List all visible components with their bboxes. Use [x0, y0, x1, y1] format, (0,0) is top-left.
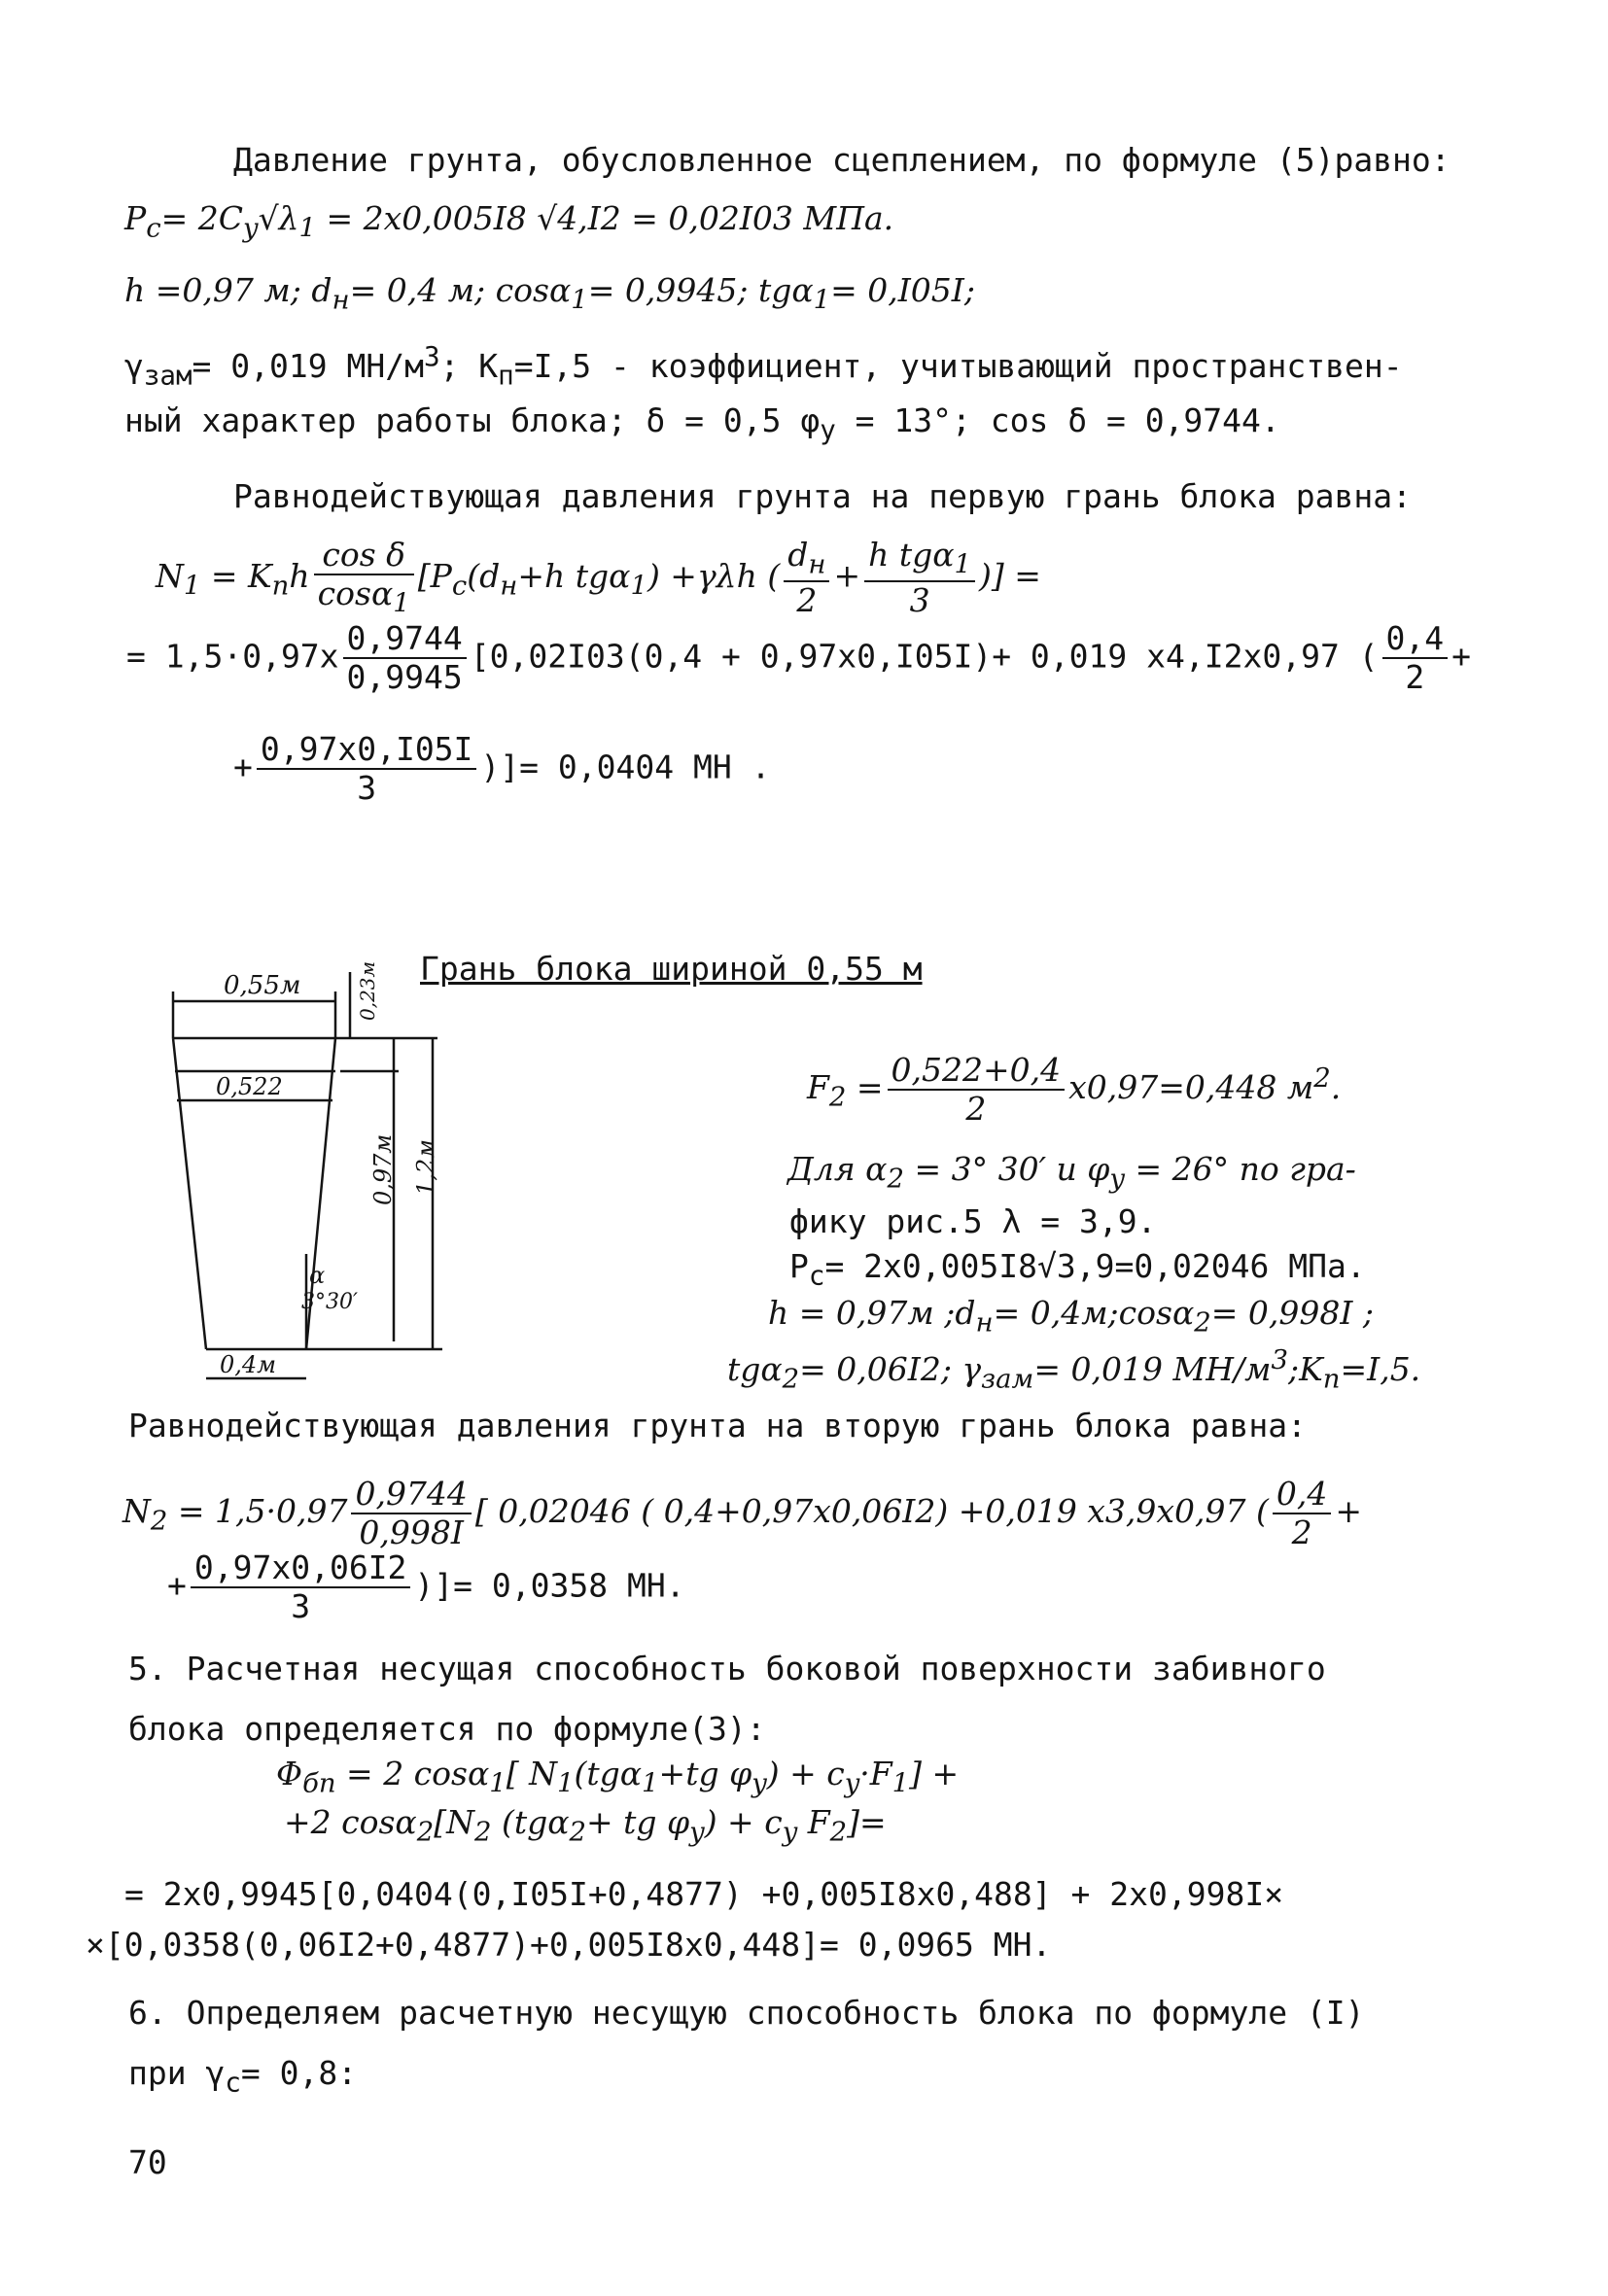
- text-line-resultant-2: Равнодействующая давления грунта на вторую грань блока равна:: [128, 1407, 1307, 1444]
- diagram-text-5: tgα$_2$= 0,06I2; $\gamma_{зам}= 0,019$ $МН/м^3;K_п=I,5$.: [727, 1344, 1421, 1395]
- diagram-text-3: $P_c= 2x0,005I8√3,9=0,02046$ МПа.: [789, 1247, 1366, 1292]
- formula-n1: $N_1 = K_пh$ $\frac{\text{cos δ}}{\cos\alpha_1}$ [$P_c(d_н+h$ tgα$_1$) +γλh ( $\frac{d_н}{2}$ + $\frac{h tg\alpha_1}{3}$ )] =: [156, 536, 1041, 620]
- section-6-text-2: при $\gamma_с= 0,8$:: [128, 2054, 358, 2099]
- page-number: 70: [128, 2143, 167, 2181]
- params-line-3: ный характер работы блока; δ = 0,5 $\varphi_y = 13^\circ$; cos δ = 0,9744.: [124, 401, 1280, 446]
- formula-phi-2: +2 $\cos\alpha_2[N_2$ (tgα$_2$+ tg $\varphi_y) + c_y$ $F_2]=$: [284, 1803, 887, 1848]
- block-face-diagram: [156, 960, 506, 1378]
- text-line-resultant-1: Равнодействующая давления грунта на первую грань блока равна:: [233, 477, 1412, 515]
- formula-pc: $P_c= 2C_y√\lambda_1 = 2x0,005I8$ √4,I2 = 0,02I03 МПа.: [124, 199, 894, 244]
- formula-phi-substitution-2: ×[0,0358(0,06I2+0,4877)+0,005I8x0,448]= 0,0965 МН.: [86, 1926, 1052, 1964]
- dim-top-width: 0,55м: [224, 971, 301, 1000]
- dim-h: 0,97м: [369, 1133, 397, 1205]
- angle-label: 3°30′: [301, 1290, 358, 1314]
- dim-top-height: 0,23м: [356, 960, 379, 1021]
- section-5-text-1: 5. Расчетная несущая способность боковой поверхности забивного: [128, 1650, 1326, 1687]
- diagram-title: Грань блока шириной 0,55 м: [420, 950, 923, 988]
- params-line-2: $\gamma_{зам}= 0,019$ $МН/м^3$; $K_п=I,5$ - коэффициент, учитывающий пространствен-: [124, 341, 1403, 392]
- formula-f2: $F_2$ = $\frac{0,522+0,4}{2}$ x0,97=0,448 $м^2$.: [807, 1051, 1342, 1128]
- section-5-text-2: блока определяется по формуле(3):: [128, 1710, 766, 1748]
- formula-n1-result: + $\frac{0,97x0,I05I}{3}$ )]= 0,0404 МН .: [233, 730, 771, 807]
- text-line-1: Давление грунта, обусловленное сцеплением, по формуле (5)равно:: [233, 141, 1451, 179]
- formula-n1-substitution: = 1,5·0,97x $\frac{0,9744}{0,9945}$ [0,02I03(0,4 + 0,97x0,I05I)+ 0,019 x4,I2x0,97 ( $\frac{0,4}{2}$ +: [126, 619, 1472, 696]
- diagram-text-4: h = 0,97м $;d_н=$ 0,4м;cosα$_2$= 0,998I ;: [768, 1294, 1375, 1339]
- alpha-label: α: [309, 1262, 326, 1289]
- formula-phi-substitution-1: = 2x0,9945[0,0404(0,I05I+0,4877) +0,005I8x0,488] + 2x0,998I×: [124, 1875, 1284, 1913]
- dim-total-height: 1,2м: [412, 1138, 439, 1196]
- dim-bottom-width: 0,4м: [220, 1351, 277, 1378]
- formula-phi-1: $\Phi_{бп} = 2$ cosα$_1$[ $N_1(tg\alpha_1+tg$ $\varphi_y) + c_y\cdot F_1$] +: [276, 1755, 960, 1799]
- section-6-text-1: 6. Определяем расчетную несущую способность блока по формуле (I): [128, 1994, 1365, 2032]
- formula-n2-result: + $\frac{0,97x0,06I2}{3}$ )]= 0,0358 МН.: [167, 1548, 685, 1625]
- diagram-text-1: Для $\alpha_2 = 3^\circ$ 30′ и $\varphi_y = 26^\circ$ по гра-: [787, 1150, 1356, 1195]
- diagram-text-2: фику рис.5 λ = 3,9.: [789, 1202, 1157, 1240]
- params-line-1: h =0,97 м; $d_н= 0,4$ м; cosα$_1$= 0,9945; tgα$_1$= 0,I05I;: [124, 271, 975, 316]
- dim-mid-width: 0,522: [216, 1073, 283, 1100]
- formula-n2: $N_2 = 1,5\cdot 0,97$ $\frac{0,9744}{0,998I}$ [ 0,02046 ( 0,4+0,97x0,06I2) +0,019 x3,9x0,97 ( $\frac{0,4}{2}$ +: [122, 1475, 1362, 1551]
